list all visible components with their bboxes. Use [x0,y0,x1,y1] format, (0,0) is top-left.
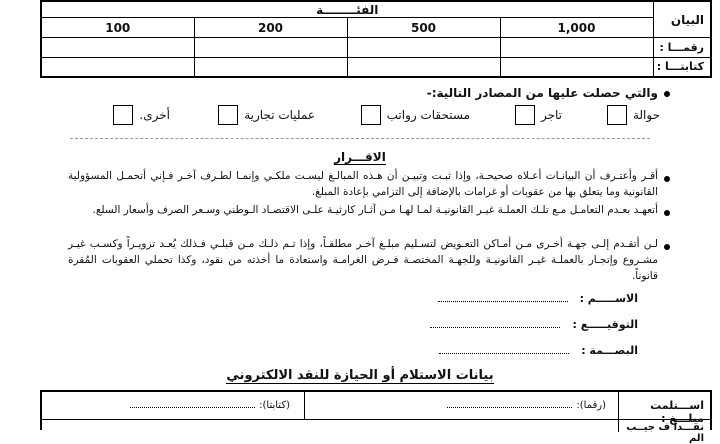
bullet-icon [664,244,670,250]
declaration-paragraph-3: لـن أتقـدم إلـى جهـة أخـرى مـن أمـاكن التعـويض لتسـليم مبلـغ آخـر مطلقـاً، وإذا تـم ذلـك مـن قبلـي فـذلك يُعـد تزويـراً وكسـب غيـر مشـروع وإتجـار بالعملـة غيـر القانونيـة وللجهـة المختصـة فـرض الغرامـة واستعادة ما أخذته من نقود، وكذا تحملي العقوبات المُقرة قانوناً. [68,238,658,282]
signature-label: التوقيـــــع : [572,318,638,331]
option-label: تاجر [540,108,562,122]
declaration-paragraph-2: أتعهـد بعـدم التعامـل مـع تلـك العملـة غيـر القانونيـة لمـا لهـا مـن آثـار كارثيـة علـى الاقتصـاد الـوطني وسـعر الصرف وأسعار السلع. [92,204,658,216]
option-other[interactable] [113,105,170,125]
denomination-1000: 1,000 [500,18,653,38]
next-row-label: نقـــداً ف جيــب الم [618,420,710,432]
cell-words-1000[interactable] [500,57,653,77]
cell-numbers-1000[interactable] [500,38,653,58]
name-field[interactable] [438,292,568,302]
checkbox-salaries[interactable] [361,105,381,125]
checkbox-other[interactable] [113,105,133,125]
sources-options [0,103,720,129]
declaration-paragraph-1: أقـر وأعتـرف أن البيانـات أعـلاه صحيحـة، وإذا ثبـت وتبيـن أن هـذه المبالـغ ليسـت ملكـي وإنمـا لطـرف آخـر فـإني أتحمـل المسؤولية القانونية وما يتعلق بها من عقوبات أو غرامات بالإضافة إلى التزامي بإعادة المبلغ. [68,170,658,198]
option-label: مستحقات رواتب [386,108,470,122]
table-header-label: البيان [653,1,711,38]
bullet-icon [664,210,670,216]
checkbox-merchant[interactable] [515,105,535,125]
option-label: أخرى. [139,108,170,122]
denomination-200: 200 [194,18,347,38]
cell-words-500[interactable] [347,57,500,77]
receipt-table [40,390,712,444]
option-label: عمليات تجارية [244,108,315,122]
signature-sign-line [430,318,638,331]
amount-words [130,400,290,411]
option-transfer[interactable] [607,105,660,125]
received-amount-row [42,392,710,425]
denomination-500: 500 [347,18,500,38]
signature-name-line [438,292,638,305]
receipt-section-title: بيانات الاستلام أو الحيازة للنقد الالكتروني [226,368,494,383]
separator [70,138,650,139]
option-label: حوالة [632,108,660,122]
fingerprint-label: البصـــمة : [581,344,638,357]
bullet-icon [664,91,670,97]
cell-numbers-500[interactable] [347,38,500,58]
denominations-table [40,0,712,78]
numbers-label: (رقما): [576,400,606,411]
amount-words-field[interactable] [130,400,255,408]
row-label-words: كتابتـــا : [653,57,711,77]
bullet-icon [664,176,670,182]
cell-numbers-200[interactable] [194,38,347,58]
column-divider [304,392,305,419]
declaration-title: الاقـــرار [334,150,386,164]
row-label-numbers: رقمـــا : [653,38,711,58]
amount-numbers [447,400,606,411]
cell-words-100[interactable] [41,57,194,77]
option-salaries[interactable] [361,105,470,125]
name-label: الاســـــم : [579,292,638,305]
checkbox-commercial[interactable] [218,105,238,125]
option-commercial[interactable] [218,105,315,125]
amount-numbers-field[interactable] [447,400,572,408]
cell-words-200[interactable] [194,57,347,77]
words-label: (كتابتا): [259,400,290,411]
signature-field[interactable] [430,318,560,328]
denomination-100: 100 [41,18,194,38]
cell-numbers-100[interactable] [41,38,194,58]
category-header: الفئــــــــة [41,1,653,18]
option-merchant[interactable] [515,105,562,125]
sources-heading: والتي حصلت عليها من المصادر التالية:- [426,86,658,100]
checkbox-transfer[interactable] [607,105,627,125]
received-amount-label: اســـتلمت مبلـــغ : [618,392,710,419]
fingerprint-field[interactable] [439,344,569,354]
signature-fingerprint-line [439,344,638,357]
